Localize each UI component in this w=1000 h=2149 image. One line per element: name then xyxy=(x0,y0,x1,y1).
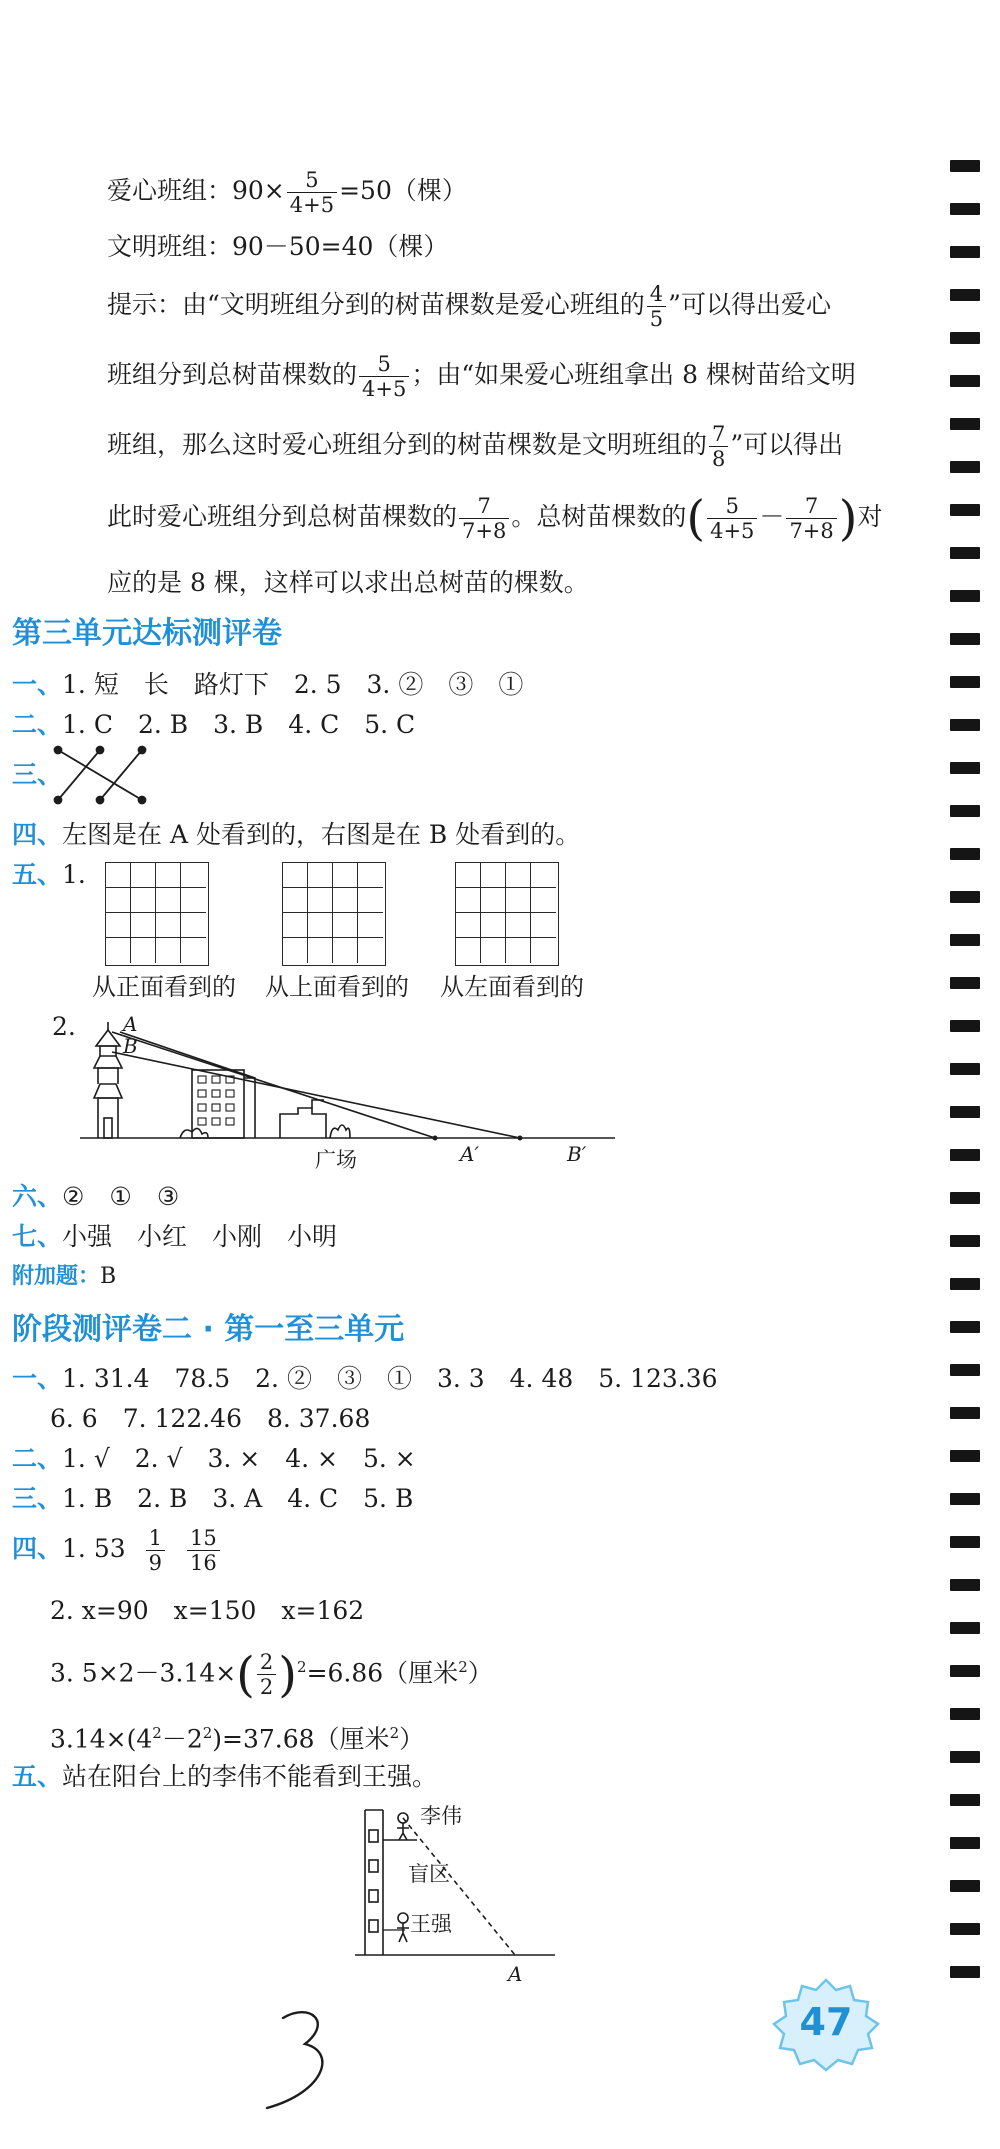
question-label: 二、 xyxy=(12,710,63,739)
text: =50（棵） xyxy=(339,176,467,205)
figure-label-liwei: 李伟 xyxy=(420,1804,462,1828)
figure-label-wangqiang: 王强 xyxy=(410,1912,452,1936)
text: ） xyxy=(467,1658,493,1688)
text: )=37.68（厘米 xyxy=(212,1724,390,1754)
view-grid-top xyxy=(282,862,386,966)
paren-close: ) xyxy=(278,1646,298,1703)
superscript: 2 xyxy=(458,1658,468,1676)
figure-label-a-prime: A′ xyxy=(460,1142,479,1166)
sub-number: 1. xyxy=(62,860,86,889)
fraction: $\frac{5}{4+5}$ xyxy=(359,352,409,401)
figure-label-b: B xyxy=(123,1034,138,1058)
view-grid-left xyxy=(455,862,559,966)
stage2-q5 xyxy=(12,1760,437,1794)
text: ”可以得出爱心 xyxy=(668,290,831,319)
text: ） xyxy=(399,1724,425,1754)
hint-line-4 xyxy=(107,490,883,547)
unit3-q2 xyxy=(12,708,415,742)
paren-open: ( xyxy=(686,490,706,547)
answer-text: 1. 短 长 路灯下 2. 5 3. ② ③ ① xyxy=(62,670,524,699)
stage2-q4-1 xyxy=(12,1526,222,1575)
text: =6.86（厘米 xyxy=(306,1658,459,1688)
fraction: $\frac{15}{16}$ xyxy=(187,1526,220,1575)
question-label: 附加题： xyxy=(12,1264,101,1289)
answer-text: 左图是在 A 处看到的，右图是在 B 处看到的。 xyxy=(62,820,581,849)
fraction: $\frac{5}{4+5}$ xyxy=(287,168,337,217)
section-title-unit3: 第三单元达标测评卷 xyxy=(12,616,282,651)
hint-line-3 xyxy=(107,422,843,471)
stage2-q2 xyxy=(12,1442,416,1476)
superscript: 2 xyxy=(297,1658,307,1676)
text: ”可以得出 xyxy=(730,430,844,459)
superscript: 2 xyxy=(389,1724,400,1742)
caption-front: 从正面看到的 xyxy=(92,973,236,1001)
stage2-q4-3a xyxy=(50,1646,493,1703)
answer-text: B xyxy=(100,1264,117,1289)
question-label: 五、 xyxy=(12,1762,63,1791)
question-label: 七、 xyxy=(12,1222,63,1251)
stage2-q4-3b xyxy=(50,1716,424,1756)
stage2-q1b: 6. 6 7. 122.46 8. 37.68 xyxy=(50,1404,371,1433)
superscript: 2 xyxy=(152,1724,162,1742)
fraction: $\frac{7}{8}$ xyxy=(709,422,728,471)
answer-text: 小强 小红 小刚 小明 xyxy=(62,1222,338,1251)
figure-label-b-prime: B′ xyxy=(567,1142,587,1166)
fraction: $\frac{5}{4+5}$ xyxy=(707,494,757,543)
caption-top: 从上面看到的 xyxy=(265,973,409,1001)
page-number: 47 xyxy=(799,2000,853,2044)
paren-close: ) xyxy=(838,490,858,547)
minus-sign: － xyxy=(759,502,785,531)
superscript: 2 xyxy=(202,1724,213,1742)
unit3-q1 xyxy=(12,668,523,702)
text: 3. 5×2－3.14× xyxy=(50,1658,237,1688)
question-label: 二、 xyxy=(12,1444,63,1473)
text: 班组分到总树苗棵数的 xyxy=(107,360,358,389)
matching-lines-figure xyxy=(50,742,190,812)
answer-line-aixin xyxy=(107,168,467,217)
answer-text: ② ① ③ xyxy=(62,1182,180,1211)
fraction: $\frac{4}{5}$ xyxy=(647,282,666,331)
question-label: 五、 xyxy=(12,860,63,889)
answer-text: 1. 31.4 78.5 2. ② ③ ① 3. 3 4. 48 5. 123.36 xyxy=(62,1364,718,1393)
view-grid-front xyxy=(105,862,209,966)
text: 对 xyxy=(857,502,883,531)
question-label: 一、 xyxy=(12,670,63,699)
section-title-stage2: 阶段测评卷二 · 第一至三单元 xyxy=(12,1312,405,1347)
figure-label-square: 广场 xyxy=(315,1148,357,1172)
answer-text: 1. B 2. B 3. A 4. C 5. B xyxy=(62,1484,414,1513)
question-label: 四、 xyxy=(12,820,63,849)
hint-line-2 xyxy=(107,352,856,401)
question-label: 六、 xyxy=(12,1182,63,1211)
figure-label-a: A xyxy=(123,1012,138,1036)
text: ；由“如果爱心班组拿出 8 棵树苗给文明 xyxy=(411,360,856,389)
stage2-q4-2: 2. x=90 x=150 x=162 xyxy=(50,1596,365,1625)
stage2-q3 xyxy=(12,1482,413,1516)
question-label: 四、 xyxy=(12,1534,63,1563)
answer-text: 1. √ 2. √ 3. × 4. × 5. × xyxy=(62,1444,416,1473)
answer-line-wenming: 文明班组：90－50=40（棵） xyxy=(107,232,449,261)
answer-text: 1. 53 xyxy=(62,1534,126,1563)
text: 3.14×(4 xyxy=(50,1724,153,1754)
text: 此时爱心班组分到总树苗棵数的 xyxy=(107,502,458,531)
text: 班组，那么这时爱心班组分到的树苗棵数是文明班组的 xyxy=(107,430,708,459)
figure-label-blind-zone: 盲区 xyxy=(408,1862,450,1886)
question-label: 三、 xyxy=(12,1484,63,1513)
fraction: $\frac{7}{7+8}$ xyxy=(786,494,836,543)
fraction: $\frac{2}{2}$ xyxy=(257,1650,276,1699)
unit3-q4 xyxy=(12,818,580,852)
text: －2 xyxy=(161,1724,203,1754)
caption-left: 从左面看到的 xyxy=(440,973,584,1001)
unit3-q5 xyxy=(12,858,86,892)
hint-line-1 xyxy=(107,282,831,331)
question-label: 一、 xyxy=(12,1364,63,1393)
stage2-q1a xyxy=(12,1362,718,1396)
question-label: 三、 xyxy=(12,760,63,789)
hint-line-5: 应的是 8 棵，这样可以求出总树苗的棵数。 xyxy=(107,568,589,597)
handwritten-mark xyxy=(255,2000,365,2115)
unit3-q6 xyxy=(12,1180,179,1214)
answer-text: 1. C 2. B 3. B 4. C 5. C xyxy=(62,710,416,739)
text: 提示：由“文明班组分到的树苗棵数是爱心班组的 xyxy=(107,290,645,319)
figure-label-point-a: A xyxy=(508,1962,523,1986)
answer-text: 站在阳台上的李伟不能看到王强。 xyxy=(62,1762,438,1791)
fraction: $\frac{7}{7+8}$ xyxy=(459,494,509,543)
paren-open: ( xyxy=(236,1646,255,1703)
unit3-q5-2-number: 2. xyxy=(52,1012,76,1041)
unit3-extra xyxy=(12,1260,116,1294)
unit3-q7 xyxy=(12,1220,337,1254)
fraction: $\frac{1}{9}$ xyxy=(146,1526,165,1575)
binding-marks xyxy=(950,160,980,2009)
text: 。总树苗棵数的 xyxy=(511,502,687,531)
text: 爱心班组：90× xyxy=(107,176,285,205)
